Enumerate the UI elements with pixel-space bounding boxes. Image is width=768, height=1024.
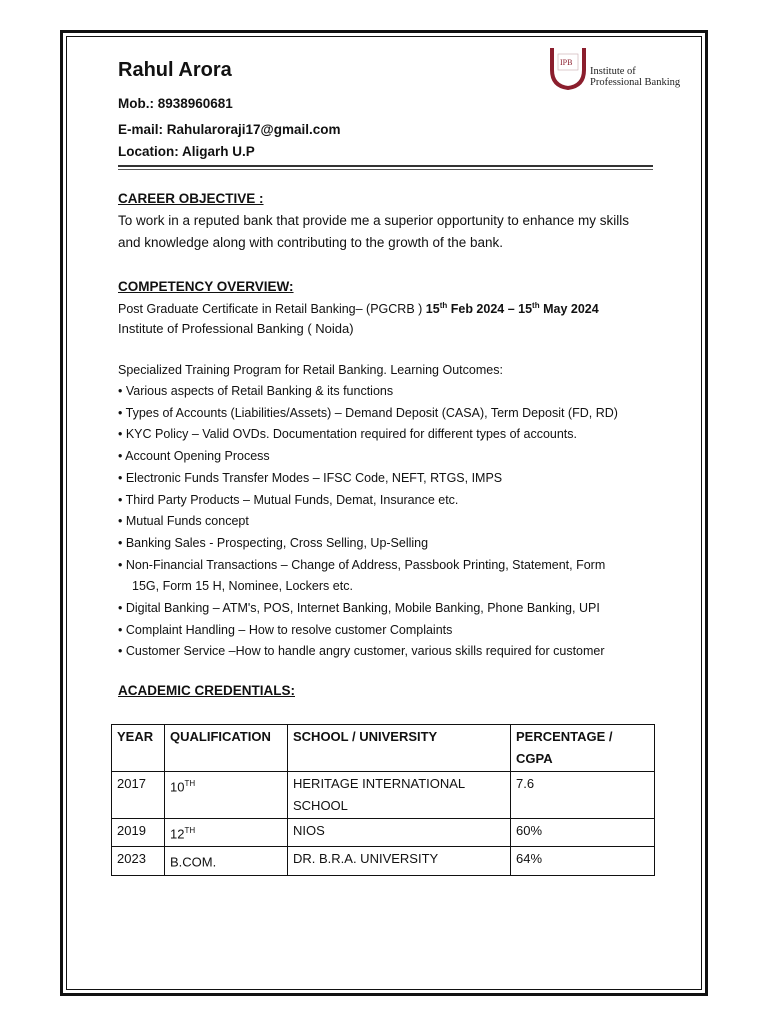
- training-intro: Specialized Training Program for Retail Banking. Learning Outcomes:: [118, 363, 503, 377]
- list-item: • Banking Sales - Prospecting, Cross Selling, Up-Selling: [118, 535, 429, 550]
- mobile-line: Mob.: 8938960681: [118, 96, 233, 111]
- list-item: • Mutual Funds concept: [118, 514, 249, 529]
- list-item: • Non-Financial Transactions – Change of Address, Passbook Printing, Statement, Form: [118, 557, 606, 572]
- program-name: Post Graduate Certificate in Retail Banking– (PGCRB ): [118, 302, 423, 317]
- col-percentage: PERCENTAGE / CGPA: [511, 725, 655, 772]
- career-objective-heading: CAREER OBJECTIVE :: [118, 191, 264, 206]
- ipb-logo: [548, 46, 688, 92]
- list-item: • Third Party Products – Mutual Funds, Demat, Insurance etc.: [118, 492, 459, 507]
- col-year: YEAR: [112, 725, 165, 772]
- list-item-continuation: 15G, Form 15 H, Nominee, Lockers etc.: [132, 579, 353, 594]
- list-item: • Various aspects of Retail Banking & its functions: [118, 384, 394, 398]
- table-header-row: [112, 725, 655, 772]
- table-row: 2017 10TH HERITAGE INTERNATIONAL SCHOOL 7.6: [112, 772, 655, 819]
- program-line: [118, 301, 599, 316]
- competency-heading: COMPETENCY OVERVIEW:: [118, 279, 294, 294]
- list-item: • Customer Service –How to handle angry customer, various skills required for customer: [118, 644, 605, 659]
- candidate-name: Rahul Arora: [118, 59, 232, 81]
- list-item: • Digital Banking – ATM's, POS, Internet Banking, Mobile Banking, Phone Banking, UPI: [118, 601, 600, 616]
- list-item: • Electronic Funds Transfer Modes – IFSC Code, NEFT, RTGS, IMPS: [118, 470, 503, 485]
- list-item: • Account Opening Process: [118, 449, 270, 464]
- list-item: • KYC Policy – Valid OVDs. Documentation required for different types of accounts.: [118, 427, 577, 442]
- location-line: Location: Aligarh U.P: [118, 144, 255, 159]
- table-row: 2023 B.COM. DR. B.R.A. UNIVERSITY 64%: [112, 847, 655, 875]
- header-divider-thin: [118, 169, 653, 170]
- list-item: • Types of Accounts (Liabilities/Assets) – Demand Deposit (CASA), Term Deposit (FD, RD): [118, 405, 618, 420]
- logo-text: Institute of Professional Banking: [590, 66, 681, 88]
- career-objective-text: To work in a reputed bank that provide me a superior opportunity to enhance my skills and knowledge along with contributing to the growth of the bank.: [118, 213, 630, 250]
- table-row: 2019 12TH NIOS 60%: [112, 819, 655, 847]
- col-qualification: QUALIFICATION: [165, 725, 288, 772]
- institute-line: Institute of Professional Banking ( Noida): [118, 321, 354, 336]
- col-school: SCHOOL / UNIVERSITY: [288, 725, 511, 772]
- list-item: • Complaint Handling – How to resolve customer Complaints: [118, 622, 453, 637]
- academic-table: [111, 724, 655, 876]
- email-line: E-mail: Rahularoraji17@gmail.com: [118, 122, 341, 137]
- ipb-crest-icon: [548, 46, 588, 90]
- program-dates: 15th Feb 2024 – 15th May 2024: [425, 301, 599, 317]
- academic-heading: ACADEMIC CREDENTIALS:: [118, 683, 295, 698]
- header-divider: [118, 165, 653, 167]
- learning-outcomes-list: [118, 381, 658, 663]
- logo-abbr: IPB: [560, 58, 573, 67]
